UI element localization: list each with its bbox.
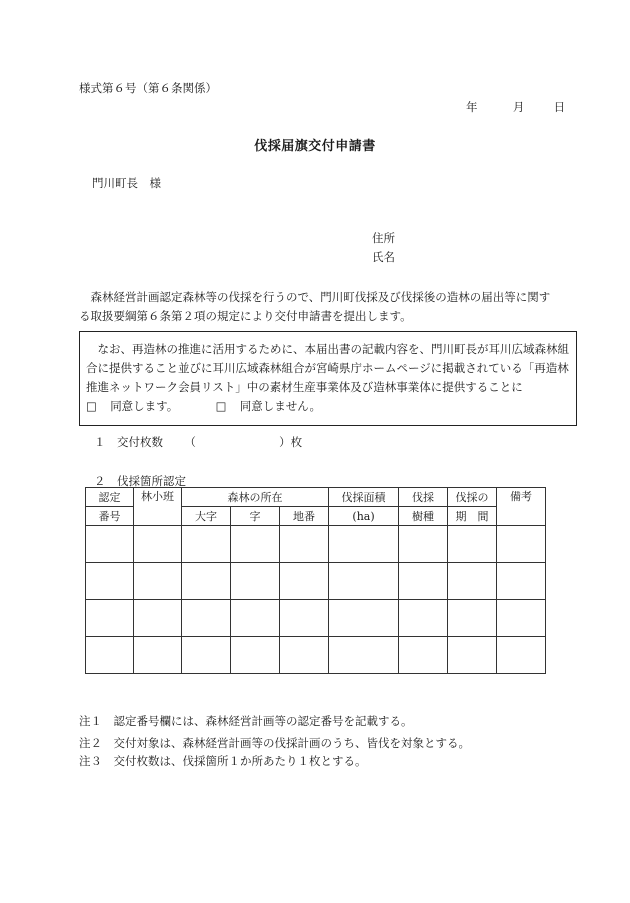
table-cell[interactable] [497, 600, 546, 637]
date-year-label: 年 [466, 100, 478, 114]
logging-site-heading: ２ 伐採箇所認定 [94, 474, 186, 488]
table-cell[interactable] [329, 526, 399, 563]
consent-text-block [86, 340, 570, 416]
header-cert-no-2: 番号 [86, 507, 134, 526]
table-cell[interactable] [231, 563, 280, 600]
table-cell[interactable] [182, 637, 231, 674]
agree-label: 同意します。 [110, 399, 179, 413]
date-month-label: 月 [512, 100, 525, 114]
table-cell[interactable] [86, 600, 134, 637]
table-cell[interactable] [448, 563, 497, 600]
table-cell[interactable] [86, 563, 134, 600]
table-cell[interactable] [134, 637, 182, 674]
table-cell[interactable] [134, 526, 182, 563]
header-period-2: 期 間 [448, 507, 497, 526]
header-species: 伐採 [399, 488, 448, 507]
header-area: 伐採面積 [329, 488, 399, 507]
disagree-checkbox[interactable]: □ [215, 399, 227, 413]
table-cell[interactable] [280, 637, 329, 674]
table-cell[interactable] [497, 563, 546, 600]
table-cell[interactable] [399, 563, 448, 600]
date-line [466, 99, 565, 115]
table-cell[interactable] [86, 526, 134, 563]
table-cell[interactable] [231, 526, 280, 563]
table-cell[interactable] [448, 600, 497, 637]
logging-site-table [85, 487, 546, 674]
header-location: 森林の所在 [182, 488, 329, 507]
issue-count-open-paren: （ [184, 435, 196, 449]
table-cell[interactable] [329, 637, 399, 674]
table-cell[interactable] [86, 637, 134, 674]
table-cell[interactable] [497, 637, 546, 674]
table-row [86, 637, 546, 674]
table-cell[interactable] [231, 600, 280, 637]
table-cell[interactable] [448, 526, 497, 563]
table-cell[interactable] [280, 563, 329, 600]
form-number: 様式第６号（第６条関係） [79, 81, 217, 95]
body-paragraph: 森林経営計画認定森林等の伐採を行うので、門川町伐採及び伐採後の造林の届出等に関する取扱要綱第６条第２項の規定により交付申請書を提出します。 [79, 290, 551, 323]
table-cell[interactable] [134, 600, 182, 637]
table-row [86, 563, 546, 600]
note-2: 注２ 交付対象は、森林経営計画等の伐採計画のうち、皆伐を対象とする。 [79, 736, 470, 750]
address-label: 住所 [372, 231, 395, 245]
header-chiban: 地番 [280, 507, 329, 526]
table-cell[interactable] [399, 600, 448, 637]
consent-box [79, 331, 577, 426]
agree-checkbox[interactable]: □ [86, 399, 97, 413]
addressee: 門川町長 様 [92, 176, 161, 190]
header-remarks: 備考 [497, 488, 546, 526]
note-1: 注１ 認定番号欄には、森林経営計画等の認定番号を記載する。 [79, 714, 413, 728]
table-cell[interactable] [231, 637, 280, 674]
document-title: 伐採届旗交付申請書 [254, 139, 376, 154]
note-3: 注３ 交付枚数は、伐採箇所１か所あたり１枚とする。 [79, 754, 367, 768]
issue-count-line [94, 434, 302, 450]
table-cell[interactable] [280, 600, 329, 637]
table-cell[interactable] [182, 600, 231, 637]
header-species-2: 樹種 [399, 507, 448, 526]
table-cell[interactable] [497, 526, 546, 563]
table-row [86, 600, 546, 637]
header-forest-block: 林小班 [134, 488, 182, 526]
table-cell[interactable] [329, 563, 399, 600]
name-label: 氏名 [372, 250, 395, 264]
date-day-label: 日 [553, 100, 566, 114]
table-cell[interactable] [182, 526, 231, 563]
table-cell[interactable] [280, 526, 329, 563]
header-aza: 字 [231, 507, 280, 526]
consent-text: なお、再造林の推進に活用するために、本届出書の記載内容を、門川町長が耳川広域森林組合に提供すること並びに耳川広域森林組合が宮崎県庁ホームページに掲載されている「再造林推進ネットワーク会員リスト」中の素材生産事業体及び造林事業体に提供することに [86, 342, 569, 394]
table-row [86, 526, 546, 563]
table-cell[interactable] [182, 563, 231, 600]
table-cell[interactable] [448, 637, 497, 674]
header-cert-no: 認定 [86, 488, 134, 507]
header-period: 伐採の [448, 488, 497, 507]
table-cell[interactable] [134, 563, 182, 600]
table-cell[interactable] [399, 526, 448, 563]
table-cell[interactable] [329, 600, 399, 637]
issue-count-label: １ 交付枚数 [94, 435, 163, 449]
header-area-unit: (ha) [329, 507, 399, 526]
table-cell[interactable] [399, 637, 448, 674]
disagree-label: 同意しません。 [239, 399, 321, 413]
header-oaza: 大字 [182, 507, 231, 526]
issue-count-unit: ）枚 [279, 435, 303, 449]
